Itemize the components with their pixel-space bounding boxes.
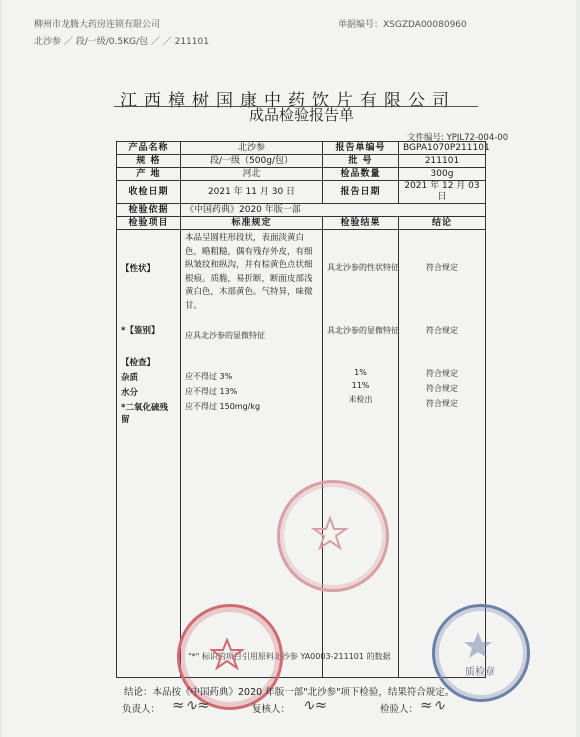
impurity-standard: 应不得过 3% xyxy=(185,372,233,381)
label-origin: 产 地 xyxy=(117,168,181,181)
table-row xyxy=(117,142,486,155)
col-standard: 标准规定 xyxy=(181,217,323,230)
so2-conclusion: 符合规定 xyxy=(426,399,458,408)
company-seal-stamp xyxy=(277,480,389,592)
reviewer-signature-label: 复核人： xyxy=(252,704,291,715)
table-row xyxy=(117,155,486,168)
report-date: 2021 年 12 月 03 日 xyxy=(399,181,486,204)
report-title: 成品检验报告单 xyxy=(249,106,355,124)
col-item: 检验项目 xyxy=(117,217,181,230)
company-name: 江西樟树国康中药饮片有限公司 xyxy=(120,91,456,111)
qty: 300g xyxy=(399,168,486,181)
citation-note: "*" 标识的项目引用原料北沙参 YA0003-211101 的数据 xyxy=(188,652,391,661)
report-no: BGPA1070P211101 xyxy=(399,142,486,155)
label-report-date: 报告日期 xyxy=(323,181,399,204)
batch: 211101 xyxy=(399,155,486,168)
origin: 河北 xyxy=(181,168,323,181)
recv-date: 2021 年 11 月 30 日 xyxy=(181,181,323,204)
reviewer-signature: ∿≈ xyxy=(302,696,328,714)
file-number: 文件编号: YPJL72-004-00 xyxy=(407,133,509,143)
report-conclusion: 结论：本品按《中国药典》2020 年版一部"北沙参"项下检验，结果符合规定。 xyxy=(124,687,455,698)
header-company: 柳州市龙腾大药房连锁有限公司 xyxy=(34,20,161,30)
ident-standard: 应具北沙参的显微特征 xyxy=(185,331,265,340)
spec: 段/一级（500g/包） xyxy=(181,155,323,168)
label-product-name: 产品名称 xyxy=(117,142,181,155)
so2-result: 未检出 xyxy=(348,395,373,404)
trait-item: 【性状】 xyxy=(121,264,156,274)
label-qty: 检品数量 xyxy=(323,168,399,181)
check-item: 【检查】 xyxy=(121,358,156,368)
table-row xyxy=(117,204,486,217)
label-report-no: 报告单编号 xyxy=(323,142,399,155)
inspector-signature: ≈∿ xyxy=(420,696,446,714)
so2-standard: 应不得过 150mg/kg xyxy=(185,402,261,411)
header-receipt-no: 单据编号：XSGZDA00080960 xyxy=(338,20,467,30)
label-basis: 检验依据 xyxy=(117,204,181,217)
owner-signature: ≈∿≈ xyxy=(172,696,210,714)
document-page xyxy=(2,0,576,737)
label-batch: 批 号 xyxy=(323,155,399,168)
items-cell xyxy=(117,230,181,678)
label-recv-date: 收检日期 xyxy=(117,181,181,204)
trait-standard: 本品呈圆柱形段状，表面淡黄白色，略粗糙，偶有残存外皮，有细纵皱纹和纵沟，并有棕黄色点状细根痕。质脆，易折断，断面皮部浅黄白色，木部黄色。气特异，味微甘。 xyxy=(185,233,313,311)
so2-item: *二氧化硫残留 xyxy=(121,403,168,425)
table-body-row xyxy=(117,230,486,678)
table-row xyxy=(117,181,486,204)
impurity-conclusion: 符合规定 xyxy=(426,369,458,378)
owner-signature-label: 负责人： xyxy=(122,704,161,715)
qc-seal-label: 质检章 xyxy=(465,667,495,678)
product-name: 北沙参 xyxy=(181,142,323,155)
trait-result: 具北沙参的性状特征 xyxy=(327,263,399,272)
water-result: 11% xyxy=(351,381,370,390)
inspection-table xyxy=(116,141,490,678)
seal-star-icon xyxy=(432,604,524,696)
water-item: 水分 xyxy=(121,388,139,398)
table-row xyxy=(117,168,486,181)
water-conclusion: 符合规定 xyxy=(426,384,458,393)
header-product-line: 北沙参 ／ 段/一级/0.5KG/包 ／ ／ 211101 xyxy=(34,37,209,47)
results-cell xyxy=(323,230,399,678)
seal-star-icon xyxy=(277,480,383,586)
label-spec: 规 格 xyxy=(117,155,181,168)
ident-conclusion: 符合规定 xyxy=(426,326,458,335)
table-header-row xyxy=(117,217,486,230)
impurity-item: 杂质 xyxy=(121,373,139,383)
ident-result: 具北沙参的显微特征 xyxy=(327,326,399,335)
inspector-signature-label: 检验人： xyxy=(380,704,419,715)
basis: 《中国药典》2020 年版一部 xyxy=(181,204,486,217)
trait-conclusion: 符合规定 xyxy=(426,263,458,272)
impurity-result: 1% xyxy=(354,368,367,377)
col-result: 检验结果 xyxy=(323,217,399,230)
water-standard: 应不得过 13% xyxy=(185,387,238,396)
col-conclusion: 结论 xyxy=(399,217,486,230)
ident-item: *【鉴别】 xyxy=(121,326,160,336)
